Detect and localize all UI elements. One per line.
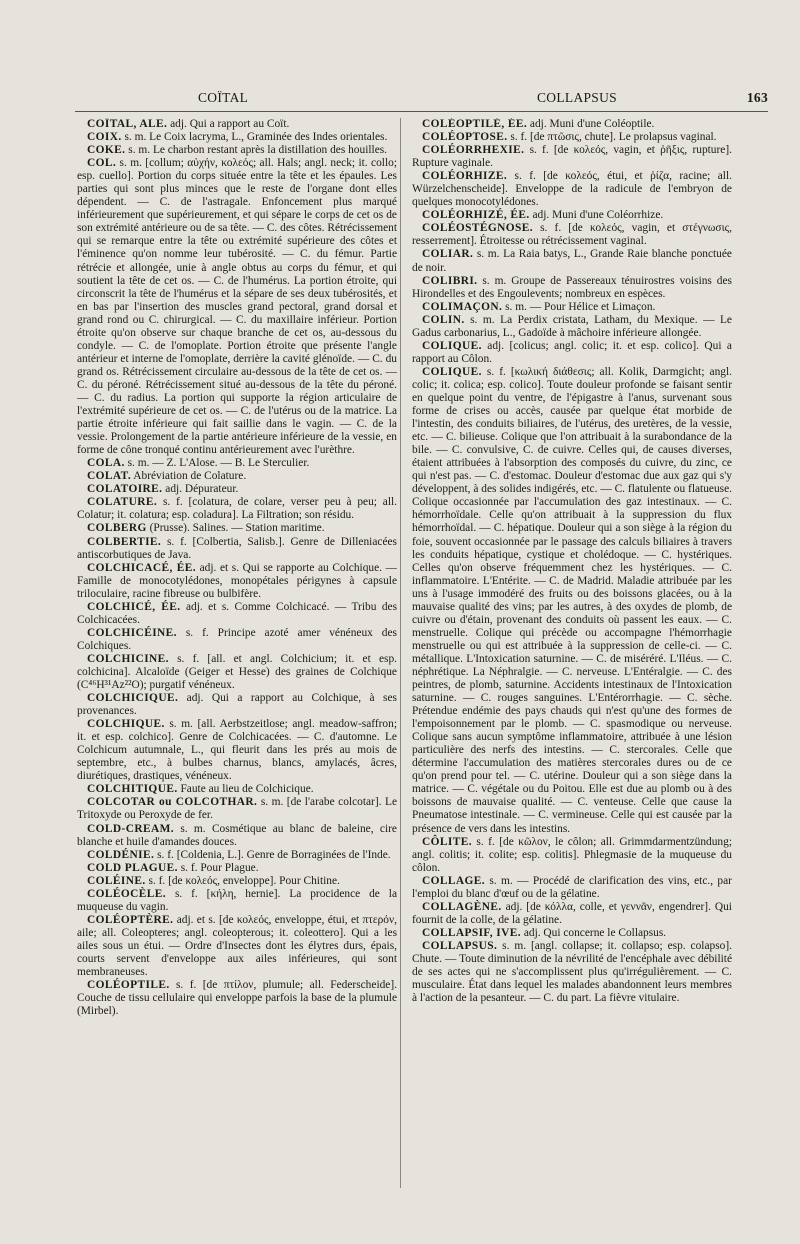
column-divider (400, 118, 401, 1188)
dictionary-entry (412, 301, 732, 314)
entry-headword: COKE. (87, 144, 126, 157)
entry-headword: COLD-CREAM. (87, 822, 174, 835)
right-column (412, 118, 732, 1188)
entry-definition: s. m. — Pour Hélice et Limaçon. (505, 300, 656, 313)
running-header (75, 90, 768, 112)
entry-headword: COLCHICÉINE. (87, 626, 177, 639)
entry-definition: s. m. [angl. collapse; it. collapso; esp. colapso]. Chute. — Toute diminution de la névrilité de l'encéphale avec débilité de ses actes qui ne s'accomplissent plus qu'irrégulièrement. — C. musculaire. État dans lequel les malades abandonnent leurs membres à l'action de la pesanteur. — C. du part. La fièvre vitulaire. (412, 939, 732, 1005)
entry-headword: CÔLITE. (422, 835, 472, 848)
entry-definition: adj. Qui a rapport au Colchique, à ses provenances. (77, 692, 397, 718)
entry-definition: s. f. [Coldenia, L.]. Genre de Borraginées de l'Inde. (157, 848, 391, 861)
dictionary-entry (77, 783, 397, 796)
entry-headword: COLÉORHIZÉ, ÉE. (422, 209, 530, 222)
entry-headword: COLLAGE. (422, 874, 486, 887)
dictionary-entry (412, 366, 732, 836)
dictionary-entry (77, 823, 397, 849)
dictionary-entry (77, 888, 397, 914)
entry-headword: COLATURE. (87, 496, 158, 509)
entry-definition: adj. [colicus; angl. colic; it. et esp. colico]. Qui a rapport au Côlon. (412, 339, 732, 365)
dictionary-entry (77, 457, 397, 470)
entry-definition: s. f. [de κολεός, enveloppe]. Pour Chitine. (148, 874, 340, 887)
dictionary-entry (77, 979, 397, 1018)
entry-definition: s. m. La Raia batys, L., Grande Raie blanche ponctuée de noir. (412, 248, 732, 274)
entry-definition: adj. Muni d'une Coléorrhize. (532, 209, 664, 222)
dictionary-entry (412, 248, 732, 274)
dictionary-entry (77, 849, 397, 862)
entry-headword: COLÉOCÈLE. (87, 887, 167, 900)
entry-headword: COLLAPSIF, IVE. (422, 926, 521, 939)
entry-headword: COLCOTAR ou COLCOTHAR. (87, 796, 258, 809)
dictionary-entry (77, 653, 397, 692)
entry-headword: COLDÉNIE. (87, 848, 155, 861)
dictionary-entry (77, 692, 397, 718)
entry-headword: COLÉINE. (87, 874, 146, 887)
dictionary-entry (412, 875, 732, 901)
entry-headword: COLIN. (422, 313, 465, 326)
dictionary-entry (77, 118, 397, 131)
dictionary-entry (412, 314, 732, 340)
dictionary-entry (412, 170, 732, 209)
entry-headword: COLÉOSTÉGNOSE. (422, 222, 533, 235)
dictionary-entry (412, 927, 732, 940)
entry-definition: s. m. Le Coix lacryma, L., Graminée des Indes orientales. (124, 131, 388, 144)
entry-headword: COÏTAL, ALE. (87, 118, 168, 130)
entry-headword: COLÉOPTILÉ, ÉE. (422, 118, 528, 130)
entry-headword: COLIQUE. (422, 339, 482, 352)
entry-definition: s. f. Principe azoté amer vénéneux des Colchiques. (77, 626, 397, 652)
dictionary-entry (412, 209, 732, 222)
entry-headword: COLIMAÇON. (422, 300, 503, 313)
entry-definition: s. f. [de κολεός, étui, et ῥίζα, racine; all. Würzelchenscheide]. Enveloppe de la radicule de l'embryon de quelques monocotylédones. (412, 170, 732, 209)
dictionary-entry (77, 496, 397, 522)
entry-definition: s. m. Groupe de Passereaux ténuirostres voisins des Hirondelles et des Engoulevents; nombreux en espèces. (412, 274, 732, 300)
header-right-guide-word: COLLAPSUS (537, 90, 617, 105)
dictionary-entry (77, 862, 397, 875)
dictionary-entry (77, 131, 397, 144)
entry-headword: COLCHICIQUE. (87, 692, 179, 705)
entry-headword: COLLAGÈNE. (422, 900, 502, 913)
entry-headword: COLIAR. (422, 248, 474, 261)
dictionary-entry (77, 718, 397, 783)
entry-definition: s. m. Cosmétique au blanc de baleine, cire blanche et huile d'amandes douces. (77, 822, 397, 848)
entry-definition: s. m. Le charbon restant après la distillation des houilles. (128, 144, 388, 157)
entry-definition: adj. et s. Qui se rapporte au Colchique. — Famille de monocotylédones, monopétales périgynes à capsule triloculaire, racine fibreuse ou bulbifère. (77, 561, 397, 600)
entry-definition: Faute au lieu de Colchicique. (180, 783, 314, 796)
dictionary-entry (77, 875, 397, 888)
dictionary-entry (412, 901, 732, 927)
entry-definition: s. m. — Procédé de clarification des vins, etc., par l'emploi du blanc d'œuf ou de la gélatine. (412, 874, 732, 900)
entry-definition: adj. Muni d'une Coléoptile. (529, 118, 655, 130)
dictionary-entry (77, 914, 397, 979)
entry-definition: s. f. [de κολεός, vagin, et στέγνωσις, resserrement]. Étroitesse ou rétrécissement vaginal. (412, 222, 732, 248)
dictionary-entry (77, 483, 397, 496)
entry-headword: COLLAPSUS. (422, 939, 498, 952)
entry-definition: s. f. [all. et angl. Colchicium; it. et esp. colchicina]. Alcaloïde (Geiger et Hesse) des graines de Colchique (C⁴⁶H³¹Az²²O); purgatif vénéneux. (77, 652, 397, 692)
entry-headword: COLBERTIE. (87, 535, 162, 548)
entry-headword: COLIQUE. (422, 365, 482, 378)
entry-headword: COLBERG (87, 522, 147, 535)
entry-headword: COLCHICINE. (87, 652, 169, 665)
header-left-guide-word: COÏTAL (198, 90, 249, 105)
entry-headword: COL. (87, 157, 117, 170)
header-rule (75, 111, 768, 112)
entry-definition: s. f. [κήλη, hernie]. La procidence de la muqueuse du vagin. (77, 887, 397, 913)
entry-definition: s. f. [Colbertia, Salisb.]. Genre de Dilleniacées antiscorbutiques de Java. (77, 535, 397, 561)
entry-definition: s. f. [de πτίλον, plumule; all. Federscheide]. Couche de tissu cellulaire qui enveloppe parfois la base de la plumule (Mirbel). (77, 979, 397, 1018)
entry-headword: COIX. (87, 131, 122, 144)
entry-definition: s. m. La Perdix cristata, Latham, du Mexique. — Le Gadus carbonarius, L., Gadoïde à mâchoire inférieure allongée. (412, 313, 732, 339)
dictionary-entry (77, 796, 397, 822)
entry-definition: adj. Dépurateur. (165, 483, 239, 496)
dictionary-entry (77, 562, 397, 601)
entry-definition: adj. Qui concerne le Collapsus. (523, 926, 667, 939)
entry-definition: adj. Qui a rapport au Coït. (170, 118, 290, 130)
entry-definition: s. m. [all. Aerbstzeitlose; angl. meadow-saffron; it. et esp. colchico]. Genre de Colchicacées. — C. d'automne. Le Colchicum autumnale, L., qui fleurit dans les prés au mois de septembre, etc., à bulbes charnus, blancs, amylacés, âcres, diurétiques, drastiques, vénéneux. (77, 718, 397, 783)
entry-definition: s. f. [de κῶλον, le côlon; all. Grimmdarmentzündung; angl. colitis; it. colite; esp. colitis]. Phlegmasie de la muqueuse du côlon. (412, 835, 732, 874)
dictionary-entry (77, 601, 397, 627)
dictionary-entry (77, 536, 397, 562)
entry-headword: COLATOIRE. (87, 483, 163, 496)
dictionary-entry (412, 940, 732, 1005)
entry-definition: s. f. Pour Plague. (180, 861, 259, 874)
entry-headword: COLCHICACÉ, ÉE. (87, 561, 196, 574)
entry-headword: COLCHICÉ, ÉE. (87, 600, 181, 613)
page-number: 163 (746, 90, 768, 105)
entry-definition: s. f. [de πτῶσις, chute]. Le prolapsus vaginal. (510, 131, 717, 144)
entry-definition: s. f. [colatura, de colare, verser peu à peu; all. Colatur; it. colatura; esp. coladura]. La Filtration; son résidu. (77, 496, 397, 522)
entry-headword: COLD PLAGUE. (87, 861, 178, 874)
dictionary-entry (77, 144, 397, 157)
entry-definition: adj. [de κόλλα, colle, et γεννᾶν, engendrer]. Qui fournit de la colle, de la gélatine. (412, 900, 732, 926)
entry-definition: s. m. [collum; αὐχήν, κολεός; all. Hals; angl. neck; it. collo; esp. cuello]. Portion du corps située entre la tête et les épaules. Les parties qui sont plus minces que le reste de l'organe dont elles dépendent. — C. de l'astragale. Enfoncement plus marqué inférieurement que supérieurement, et qui sépare le corps de cet os de son extrémité antérieure ou de sa tête. — C. des côtes. Rétrécissement qui se remarque entre la tête ou extrémité supérieure des côtes et l'éminence qu'on nomme leur tubérosité. — C. du fémur. Partie rétrécie et allongée, unie à angle obtus au corps du fémur, et qui soutient la tête de cet os. — C. de l'humérus. La portion étroite, qui circonscrit la tête de l'humérus et la sépare de ses deux tubérosités, et en bas par l'insertion des muscles grand pectoral, grand dorsal et grand rond ou C. chirurgical. — C. du maxillaire inférieur. Portion étroite qu'on observe sur chaque branche de cet os, au-dessous du condyle. — C. de l'omoplate. Portion étroite que présente l'angle antérieur et interne de l'omoplate, derrière la cavité glénoïde. — C. du grand os. Rétrécissement circulaire au-dessous de la tête de cet os. — C. du péroné. Rétrécissement situé au-dessous de la tête du péroné. — C. du radius. La portion qui supporte la région articulaire de l'extrémité supérieure de cet os. — C. de l'utérus ou de la matrice. La partie étroite inférieure qui fait saillie dans le vagin. — C. de la vessie. Prolongement de la partie antérieure inférieure de la vessie, en forme de cône tronqué continu antérieurement avec l'urèthre. (77, 157, 397, 457)
entry-definition: (Prusse). Salines. — Station maritime. (149, 522, 325, 535)
dictionary-entry (412, 340, 732, 366)
dictionary-entry (77, 470, 397, 483)
entry-definition: adj. et s. [de κολεός, enveloppe, étui, et πτερόν, aile; all. Coleopteres; angl. coleopterous; it. coleottero]. Qui a les ailes sous un étui. — Ordre d'Insectes dont les élytres durs, épais, courts servent d'enveloppe aux ailes inférieures, qui sont membraneuses. (77, 913, 397, 979)
entry-headword: COLA. (87, 457, 125, 470)
dictionary-entry (412, 131, 732, 144)
dictionary-entry (77, 627, 397, 653)
entry-headword: COLCHITIQUE. (87, 783, 178, 796)
entry-headword: COLAT. (87, 470, 132, 483)
entry-definition: s. m. — Z. L'Alose. — B. Le Sterculier. (127, 457, 310, 470)
entry-definition: Abréviation de Colature. (133, 470, 247, 483)
entry-headword: COLÉORRHEXIE. (422, 144, 525, 157)
entry-headword: COLÉOPTILE. (87, 979, 170, 992)
entry-headword: COLÉORHIZE. (422, 170, 508, 183)
entry-headword: COLÉOPTOSE. (422, 131, 508, 144)
dictionary-entry (412, 836, 732, 875)
entry-definition: s. f. [κωλική διάθεσις; all. Kolik, Darmgicht; angl. colic; it. colica; esp. colico]. Toute douleur profonde se faisant sentir en quelque point du ventre, de l'épigastre à l'anus, survenant sous forme de crises ou accès, causée par quelque état morbide de l'intestin, des conduits biliaires, de l'utérus, des uretères, de la vessie, etc. — C. bilieuse. Colique que l'on attribuait à la surabondance de la bile. — C. convulsive, C. de cuivre. Celles qui, de causes diverses, étaient attribuées à l'absorption des composés du cuivre, du zinc, ce qui n'est pas. — C. d'estomac. Douleur d'estomac due aux gaz qui s'y développent, à des solides indigérés, etc. — C. flatulente ou flatueuse. Colique occasionnée par l'accumulation des gaz intestinaux. — C. hémorrhoïdale. Celle qu'on attribuait à la suppression du flux hémorrhoïdal. — C. hépatique. Douleur qui a son siège à la région du foie, souvent occasionnée par le passage des calculs biliaires à travers les conduits hépatique, cystique et cholédoque. — C. hystériques. Celles qu'on observe fréquemment chez les hystériques. — C. inflammatoire. L'Entérite. — C. de Madrid. Maladie attribuée par les uns à l'usage immodéré des fruits ou des boissons glacées, ou à la mauvaise qualité des vins; par les autres, à des oxydes de plomb, de cuivre ou d'étain, provenant des conduits où passent les eaux. — C. menstruelle. Colique qui précède ou accompagne l'hémorrhagie menstruelle ou qui est attribuée à la suppression de celle-ci. — C. métallique. L'Intoxication saturnine. — C. de miséréré. L'Iléus. — C. néphrétique. La Néphralgie. — C. nerveuse. L'Entéralgie. — C. des peintres, de plomb, saturnine. Accidents intestinaux de l'Intoxication saturnine. — C. rouges sanguines. L'Entérorrhagie. — C. sèche. Prétendue endémie des pays chauds qui n'est qu'une des formes de l'empoisonnement par le plomb. — C. spasmodique ou nerveuse. Colique sans aucun symptôme inflammatoire, attribuée à une lésion particulière des nerfs des intestins. — C. stercorales. Celle que détermine l'accumulation des matières stercorales dures ou de ce qu'on prend pour tel. — C. utérine. Douleur qui a son siège dans la matrice. — C. végétale ou du Poitou. Elle est due au plomb ou à des boissons de mauvaise qualité. — C. venteuse. Celle que cause la Pneumatose intestinale. — C. vermineuse. Celle qui est causée par la présence de vers dans les intestins. (412, 365, 732, 835)
dictionary-entry (77, 522, 397, 535)
dictionary-entry (412, 118, 732, 131)
entry-definition: adj. et s. Comme Colchicacé. — Tribu des Colchicacées. (77, 600, 397, 626)
entry-definition: s. m. [de l'arabe colcotar]. Le Tritoxyde ou Peroxyde de fer. (77, 796, 397, 822)
dictionary-entry (77, 157, 397, 457)
entry-headword: COLÉOPTÈRE. (87, 913, 174, 926)
entry-headword: COLIBRI. (422, 274, 478, 287)
dictionary-entry (412, 275, 732, 301)
dictionary-entry (412, 222, 732, 248)
entry-headword: COLCHIQUE. (87, 718, 165, 731)
left-column (77, 118, 397, 1188)
dictionary-entry (412, 144, 732, 170)
entry-definition: s. f. [de κολεός, vagin, et ῥῆξις, rupture]. Rupture vaginale. (412, 144, 732, 170)
